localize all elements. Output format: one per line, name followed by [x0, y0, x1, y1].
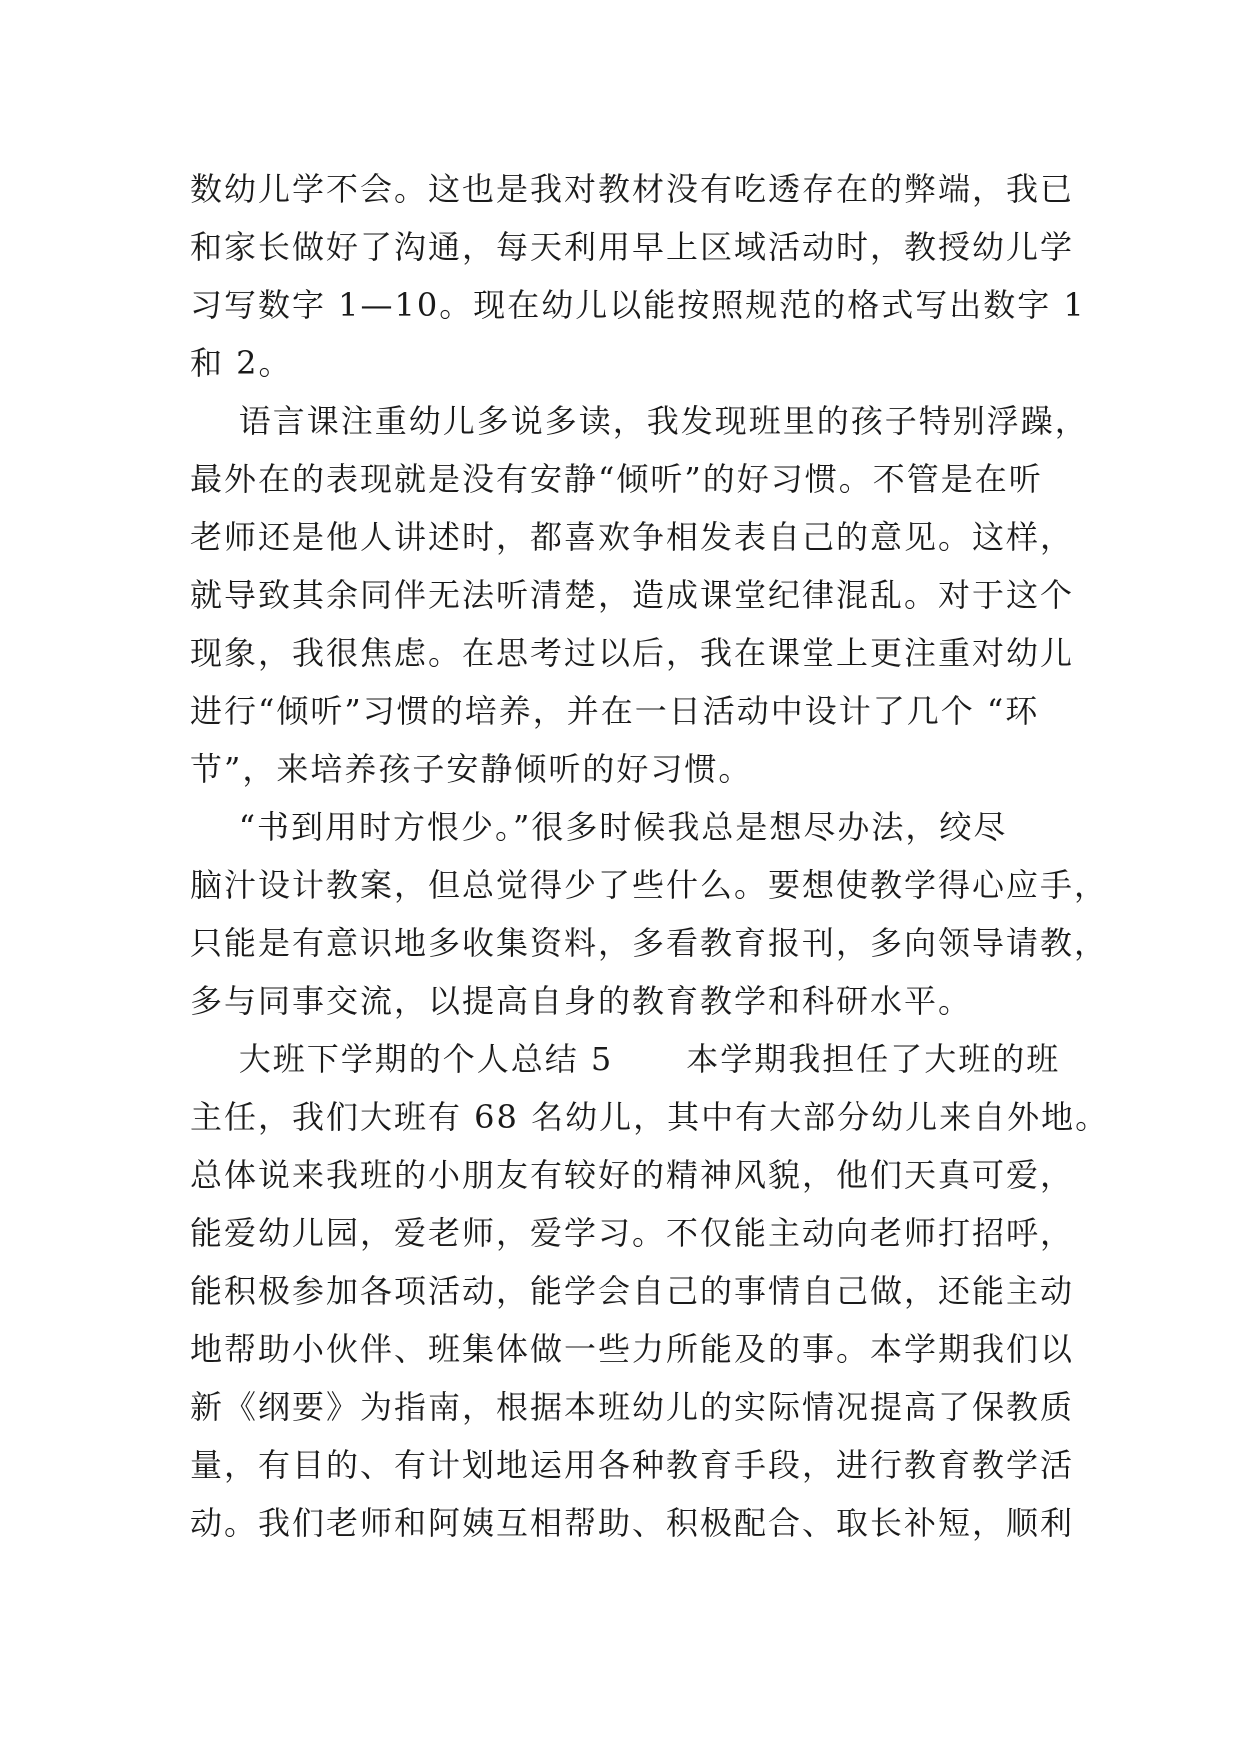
text-line: 和 2。 — [190, 344, 293, 382]
text-line: 能积极参加各项活动，能学会自己的事情自己做，还能主动 — [190, 1272, 1075, 1310]
text-line: “书到用时方恨少。”很多时候我总是想尽办法，绞尽 — [190, 808, 1008, 846]
text-line: 脑汁设计教案，但总觉得少了些什么。要想使教学得心应手， — [190, 866, 1109, 904]
text-line: 地帮助小伙伴、班集体做一些力所能及的事。本学期我们以 — [190, 1330, 1075, 1368]
text-line: 习写数字 1—10。现在幼儿以能按照规范的格式写出数字 1 — [190, 286, 1086, 324]
text-line: 节”，来培养孩子安静倾听的好习惯。 — [190, 750, 753, 788]
text-line: 量，有目的、有计划地运用各种教育手段，进行教育教学活 — [190, 1446, 1075, 1484]
document-body — [190, 160, 1110, 1552]
text-line: 能爱幼儿园，爱老师，爱学习。不仅能主动向老师打招呼， — [190, 1214, 1075, 1252]
text-line: 总体说来我班的小朋友有较好的精神风貌，他们天真可爱， — [190, 1156, 1075, 1194]
text-line: 数幼儿学不会。这也是我对教材没有吃透存在的弊端，我已 — [190, 170, 1075, 208]
text-line: 新《纲要》为指南，根据本班幼儿的实际情况提高了保教质 — [190, 1388, 1075, 1426]
text-line: 主任，我们大班有 68 名幼儿，其中有大部分幼儿来自外地。 — [190, 1098, 1110, 1136]
text-line: 进行“倾听”习惯的培养，并在一日活动中设计了几个 “环 — [190, 692, 1040, 730]
text-line: 现象，我很焦虑。在思考过以后，我在课堂上更注重对幼儿 — [190, 634, 1075, 672]
text-line: 语言课注重幼儿多说多读，我发现班里的孩子特别浮躁， — [190, 402, 1089, 440]
text-line: 老师还是他人讲述时，都喜欢争相发表自己的意见。这样， — [190, 518, 1075, 556]
text-line: 多与同事交流，以提高自身的教育教学和科研水平。 — [190, 982, 973, 1020]
text-line: 最外在的表现就是没有安静“倾听”的好习惯。不管是在听 — [190, 460, 1043, 498]
text-line: 只能是有意识地多收集资料，多看教育报刊，多向领导请教， — [190, 924, 1109, 962]
text-line: 和家长做好了沟通，每天利用早上区域活动时，教授幼儿学 — [190, 228, 1075, 266]
text-line: 大班下学期的个人总结 5 本学期我担任了大班的班 — [190, 1040, 1061, 1078]
text-line: 动。我们老师和阿姨互相帮助、积极配合、取长补短，顺利 — [190, 1504, 1075, 1542]
text-line: 就导致其余同伴无法听清楚，造成课堂纪律混乱。对于这个 — [190, 576, 1075, 614]
